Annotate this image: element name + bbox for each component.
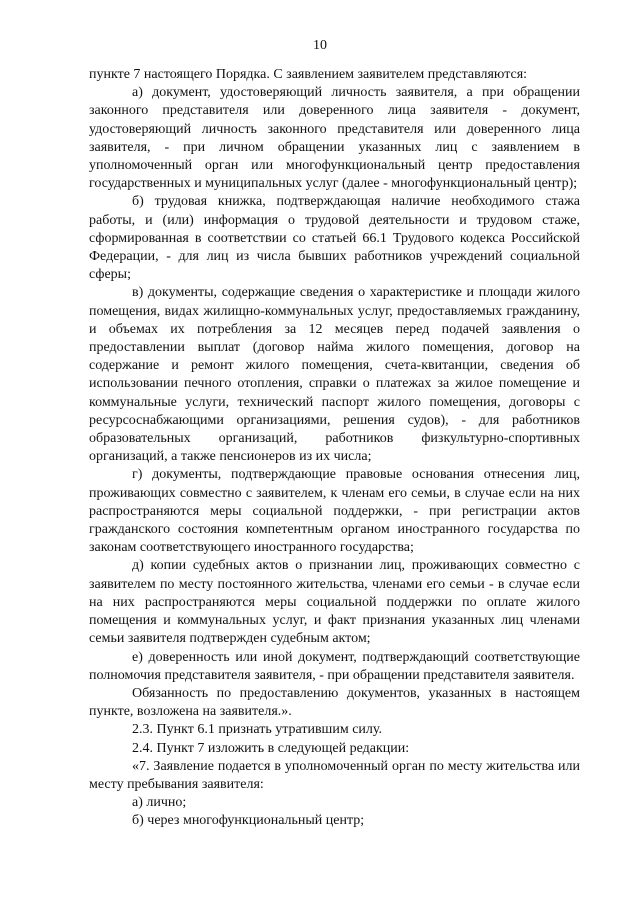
clause-2-3: 2.3. Пункт 6.1 признать утратившим силу. (132, 722, 382, 738)
page-number: 10 (313, 38, 327, 53)
list-item-b-work-record-book: б) трудовая книжка, подтверждающая наличие необходимого стажа работы, и (или) информация о трудовой деятельности и трудовом стаже, сформированная в соответствии со статьей 66.1 Трудового кодекса Российской Федерации, - для лиц из числа бывших работников учреждений социальной сферы; (89, 194, 580, 283)
clause-7-item-b: б) через многофункциональный центр; (132, 813, 365, 829)
paragraph-obligation: Обязанность по предоставлению документов, указанных в настоящем пункте, возложена на заявителя.». (89, 685, 580, 720)
clause-7-application: «7. Заявление подается в уполномоченный орган по месту жительства или месту пребывания заявителя: (89, 758, 580, 792)
paragraph-intro: пункте 7 настоящего Порядка. С заявлением заявителем представляются: (89, 67, 528, 82)
list-item-d-court-acts: д) копии судебных актов о признании лиц, проживающих совместно с заявителем по месту постоянного жительства, членами его семьи - в случае если на них распространяются меры социальной поддержки по оплате жилого помещения и коммунальных услуг, и факт признания указанных лиц членами семьи заявителя подтвержден судебным актом; (89, 558, 580, 647)
clause-2-4: 2.4. Пункт 7 изложить в следующей редакции: (132, 740, 410, 756)
clause-7-item-a: а) лично; (132, 795, 187, 811)
list-item-v-housing-documents: в) документы, содержащие сведения о характеристике и площади жилого помещения, видах жилищно-коммунальных услуг, предоставляемых гражданину, и объемах их потребления за 12 месяцев перед подачей заявления о предоставлении выплат (договор найма жилого помещения, договор на содержание и ремонт жилого помещения, счета-квитанции, сведения об использовании печного отопления, справки о платежах за жилое помещение и коммунальные услуги, технический паспорт жилого помещения, договоры с ресурсоснабжающими организациями, решения судов), - для работников образовательных организаций, работников физкультурно-спортивных организаций, а также пенсионеров из их числа; (89, 285, 580, 465)
list-item-e-power-of-attorney: е) доверенность или иной документ, подтверждающий соответствующие полномочия представителя заявителя, - при обращении представителя заявителя. (89, 649, 580, 683)
list-item-g-family-documents: г) документы, подтверждающие правовые основания отнесения лиц, проживающих совместно с заявителем, к членам его семьи, в случае если на них распространяются меры социальной поддержки, - при регистрации актов гражданского состояния компетентным органом иностранного государства по законам соответствующего иностранного государства; (89, 467, 580, 556)
list-item-a-identity-document: а) документ, удостоверяющий личность заявителя, а при обращении законного представителя или доверенного лица заявителя - документ, удостоверяющий личность законного представителя или доверенного лица заявителя, - при личном обращении указанных лиц с заявлением в уполномоченный орган или многофункциональный центр предоставления государственных и муниципальных услуг (далее - многофункциональный центр); (89, 85, 580, 192)
document-body (89, 66, 580, 831)
